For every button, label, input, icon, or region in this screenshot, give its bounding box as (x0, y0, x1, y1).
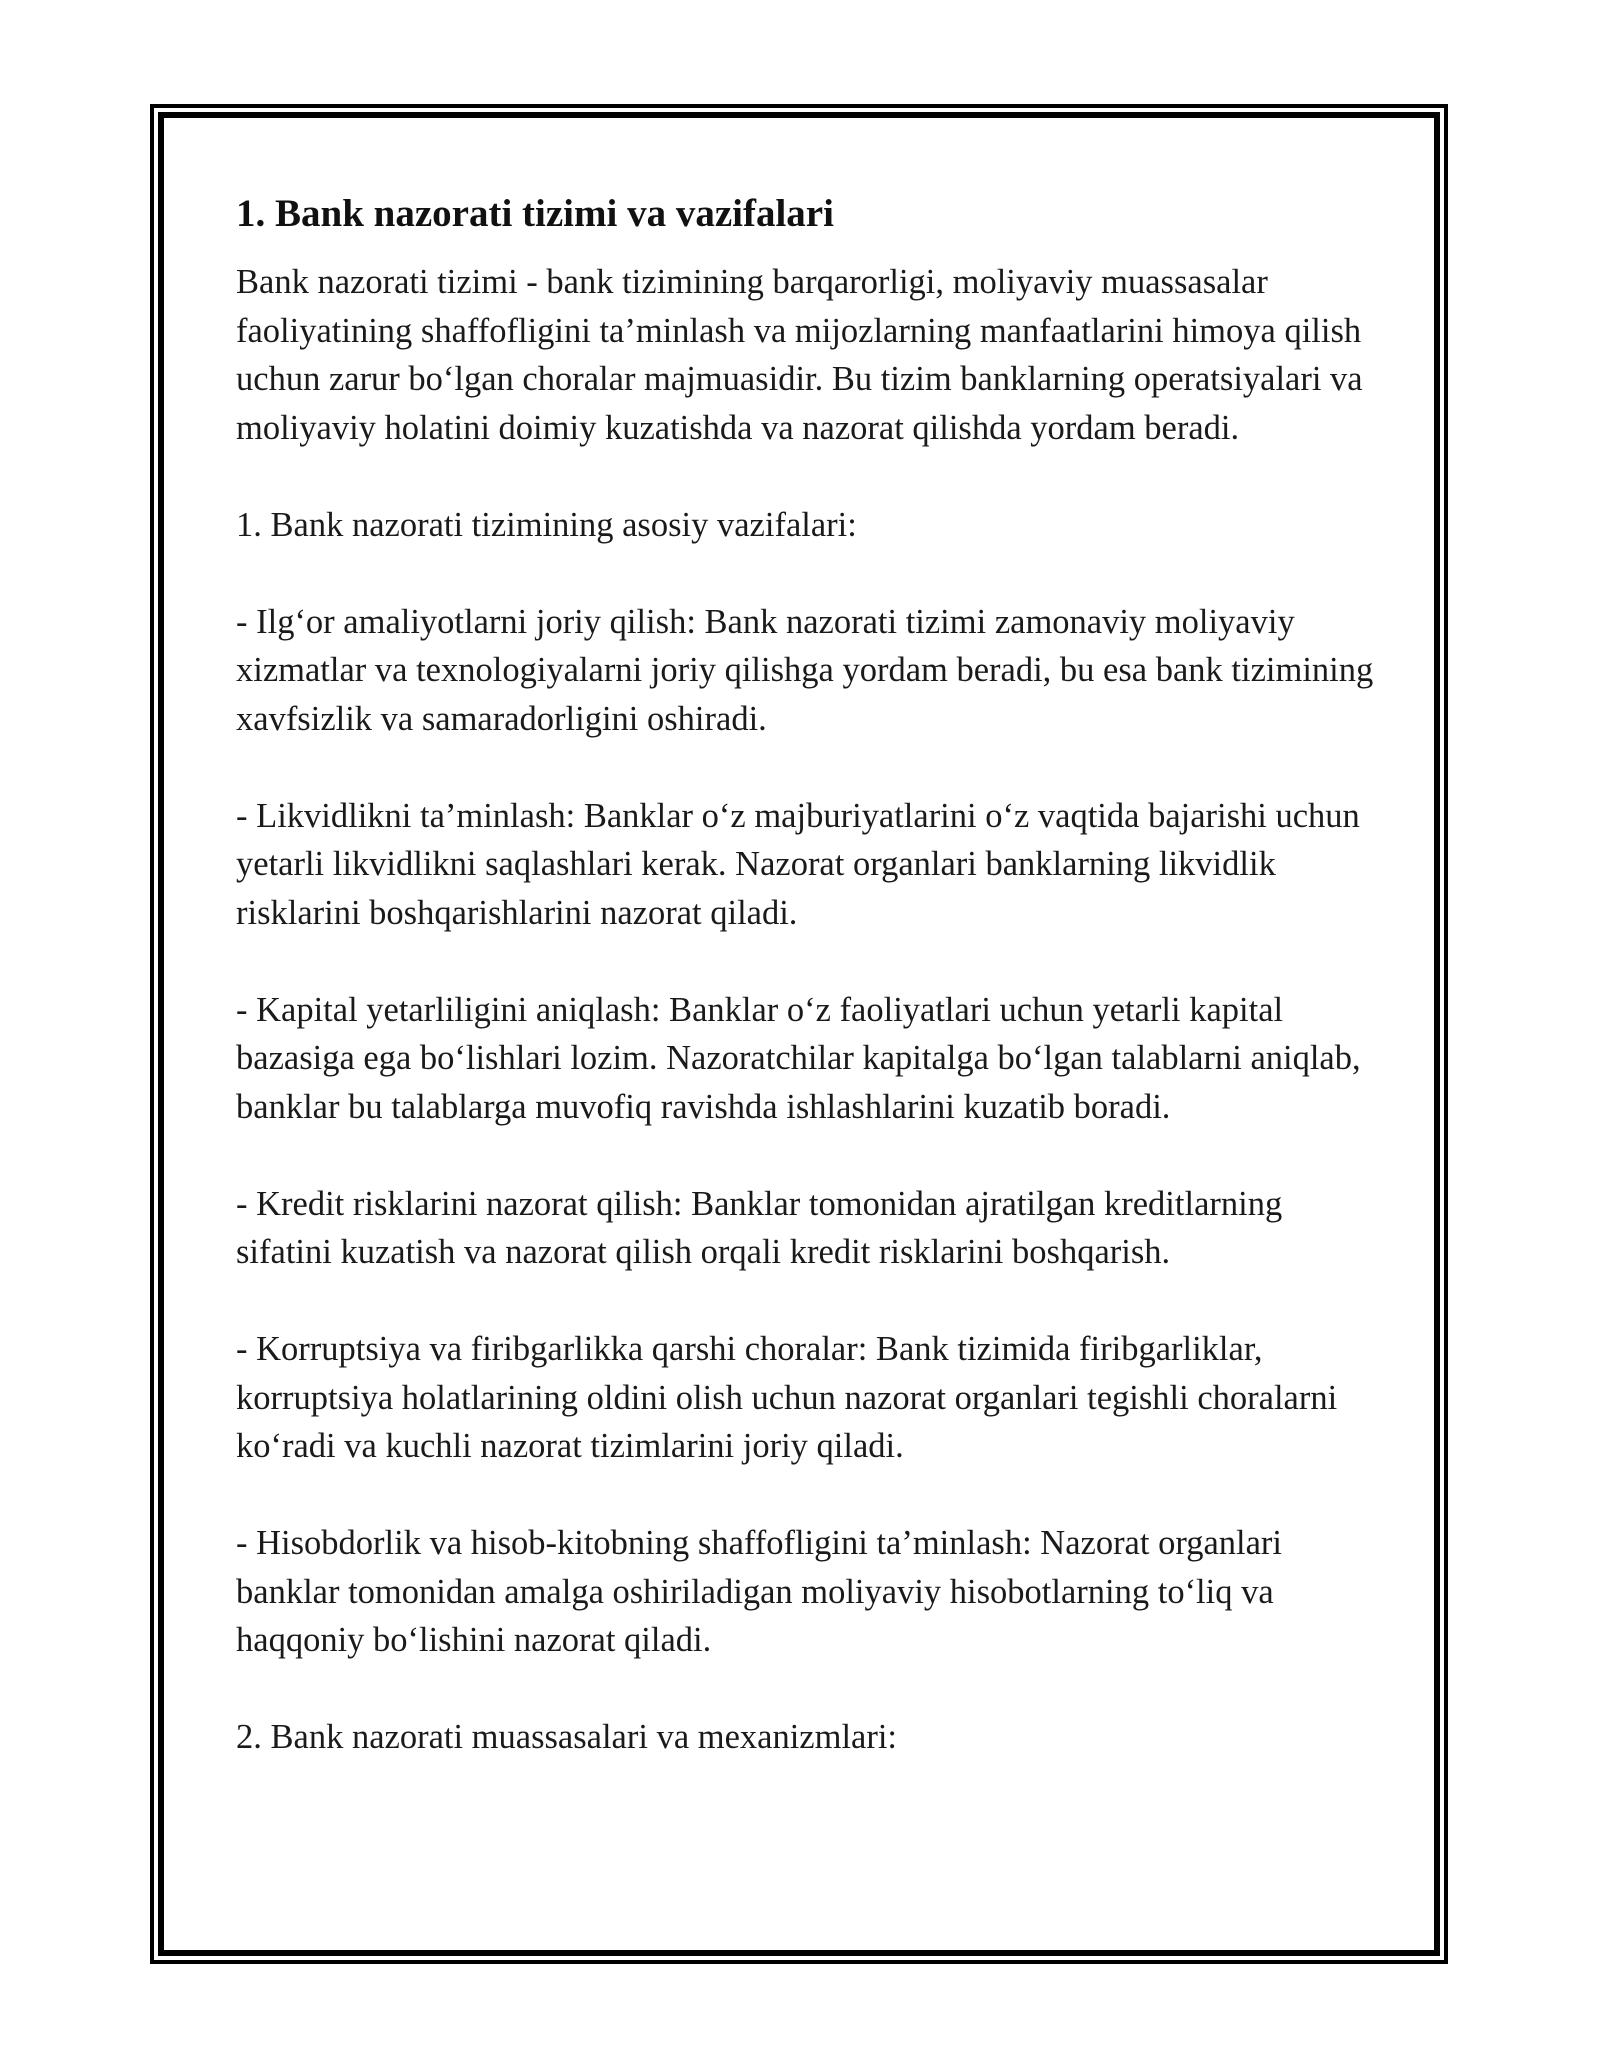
list-item: - Kredit risklarini nazorat qilish: Banklar tomonidan ajratilgan kreditlarning sifatini kuzatish va nazorat qilish orqali kredit risklarini boshqarish. (236, 1184, 1283, 1271)
list-item: - Ilg‘or amaliyotlarni joriy qilish: Bank nazorati tizimi zamonaviy moliyaviy xizmatlar va texnologiyalarni joriy qilishga yordam beradi, bu esa bank tizimining xavfsizlik va samaradorligini oshiradi. (236, 602, 1374, 738)
subsection-title: 1. Bank nazorati tizimining asosiy vazifalari: (236, 505, 857, 544)
section-heading: 1. Bank nazorati tizimi va vazifalari (236, 192, 834, 235)
intro-paragraph: Bank nazorati tizimi - bank tizimining barqarorligi, moliyaviy muassasalar faoliyatining shaffofligini ta’minlash va mijozlarning manfaatlarini himoya qilish uchun zarur bo‘lgan choralar majmuasidir. Bu tizim banklarning operatsiyalari va moliyaviy holatini doimiy kuzatishda va nazorat qilishda yordam beradi. (236, 263, 1363, 447)
list-item: - Likvidlikni ta’minlash: Banklar o‘z majburiyatlarini o‘z vaqtida bajarishi uchun yetarli likvidlikni saqlashlari kerak. Nazorat organlari banklarning likvidlik risklarini boshqarishlarini nazorat qiladi. (236, 796, 1360, 932)
list-item: - Kapital yetarliligini aniqlash: Banklar o‘z faoliyatlari uchun yetarli kapital bazasiga ega bo‘lishlari lozim. Nazoratchilar kapitalga bo‘lgan talablarni aniqlab, banklar bu talablarga muvofiq ravishda ishlashlarini kuzatib boradi. (236, 990, 1361, 1126)
subsection-title: 2. Bank nazorati muassasalari va mexanizmlari: (236, 1718, 898, 1756)
list-item: - Hisobdorlik va hisob-kitobning shaffofligini ta’minlash: Nazorat organlari banklar tomonidan amalga oshiriladigan moliyaviy hisobotlarning to‘liq va haqqoniy bo‘lishini nazorat qiladi. (236, 1524, 1282, 1659)
list-item: - Korruptsiya va firibgarlikka qarshi choralar: Bank tizimida firibgarliklar, korruptsiya holatlarining oldini olish uchun nazorat organlari tegishli choralarni ko‘radi va kuchli nazorat tizimlarini joriy qiladi. (236, 1330, 1338, 1465)
document-body (236, 186, 1376, 1810)
